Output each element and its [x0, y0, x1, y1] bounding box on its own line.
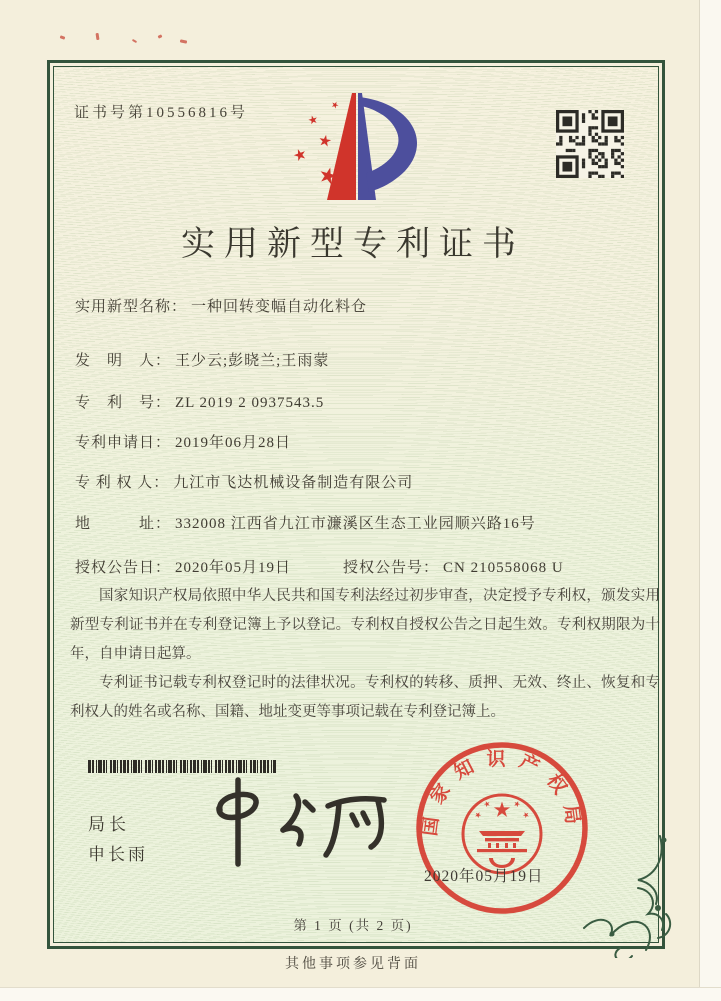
cnipa-logo-icon — [272, 90, 444, 208]
field-label: 专 利 号： — [75, 395, 172, 411]
grant-date-label: 授权公告日： — [75, 560, 172, 576]
field-label: 地 址： — [75, 516, 172, 532]
legal-paragraph-1: 国家知识产权局依照中华人民共和国专利法经过初步审查，决定授予专利权，颁发实用新型专利证书并在专利登记簿上予以登记。专利权自授权公告之日起生效。专利权期限为十年，自申请日起算。 — [70, 588, 660, 662]
seal-date: 2020年05月19日 — [424, 868, 544, 885]
field-row-name — [75, 295, 641, 316]
field-row-address — [75, 512, 641, 533]
seal-agency-text: 国家知识产权局 — [419, 749, 585, 838]
field-row-patentee — [75, 471, 641, 492]
ink-speck — [60, 35, 66, 40]
field-label: 专 利 权 人： — [75, 475, 170, 491]
back-note: 其他事项参见背面 — [285, 957, 421, 972]
field-row-patent-number — [75, 391, 641, 412]
director-name: 申长雨 — [88, 845, 148, 864]
director-signature-icon — [192, 772, 397, 880]
legal-paragraph-2: 专利证书记载专利权登记时的法律状况。专利权的转移、质押、无效、终止、恢复和专利权人的姓名或名称、国籍、地址变更等事项记载在专利登记簿上。 — [70, 675, 660, 720]
page-number: 第 1 页 (共 2 页) — [293, 918, 413, 933]
ink-speck — [180, 39, 187, 43]
field-label: 发 明 人： — [75, 353, 172, 369]
grant-date-value: 2020年05月19日 — [175, 560, 292, 576]
director-title: 局长 — [88, 815, 130, 834]
field-value: 一种回转变幅自动化料仓 — [191, 299, 368, 315]
field-value: ZL 2019 2 0937543.5 — [175, 395, 325, 411]
field-label: 专利申请日： — [75, 435, 172, 451]
grant-number-label: 授权公告号： — [343, 560, 440, 576]
field-value: 2019年06月28日 — [175, 435, 292, 451]
grant-number-value: CN 210558068 U — [443, 560, 564, 576]
field-value: 九江市飞达机械设备制造有限公司 — [173, 475, 414, 491]
national-emblem-seal-icon — [410, 738, 594, 922]
field-value: 332008 江西省九江市濂溪区生态工业园顺兴路16号 — [175, 516, 536, 532]
legal-text-block — [70, 582, 660, 727]
certificate-title: 实用新型专利证书 — [181, 226, 525, 263]
field-row-inventor — [75, 349, 641, 370]
qr-code-icon — [556, 110, 624, 178]
ink-speck — [158, 34, 163, 38]
field-row-grant — [75, 556, 641, 577]
field-value: 王少云;彭晓兰;王雨蒙 — [175, 353, 330, 369]
scan-edge-bottom — [0, 987, 721, 1001]
ink-speck — [96, 33, 100, 40]
field-row-filing-date — [75, 431, 641, 452]
flourish-ornament-icon — [576, 830, 694, 958]
certificate-number: 证书号第10556816号 — [74, 105, 249, 121]
ink-speck — [132, 39, 137, 43]
field-label: 实用新型名称： — [75, 299, 188, 315]
scan-edge-right — [699, 0, 721, 1000]
svg-text:国家知识产权局 — [419, 747, 586, 837]
